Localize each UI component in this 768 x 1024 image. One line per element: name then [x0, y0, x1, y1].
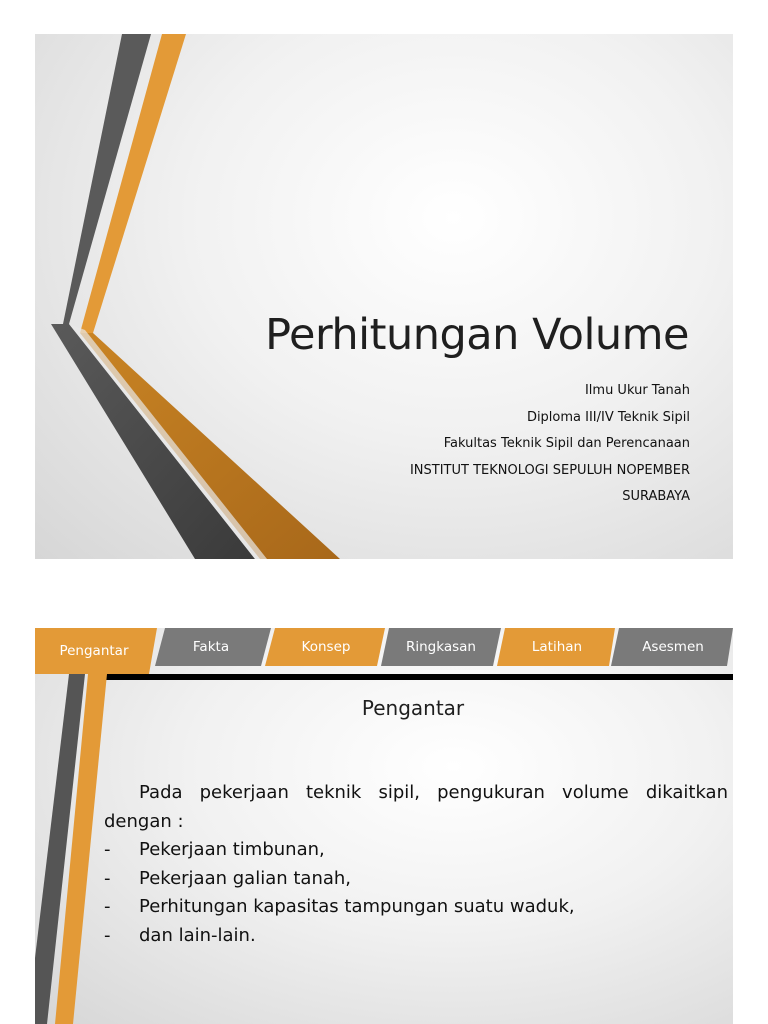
tab-fakta[interactable]: Fakta	[192, 639, 230, 655]
subtitle-city: SURABAYA	[622, 489, 690, 504]
tab-ringkasan[interactable]: Ringkasan	[406, 639, 476, 655]
section-title: Pengantar	[361, 696, 465, 720]
tab-latihan[interactable]: Latihan	[531, 639, 583, 655]
bullet-text-galian: Pekerjaan galian tanah,	[139, 867, 352, 889]
tab-konsep[interactable]: Konsep	[301, 639, 351, 655]
subtitle-institute: INSTITUT TEKNOLOGI SEPULUH NOPEMBER	[409, 462, 690, 478]
subtitle-course: Ilmu Ukur Tanah	[584, 383, 690, 398]
subtitle-block	[410, 378, 690, 511]
nav-tabs	[35, 628, 733, 674]
tab-asesmen[interactable]: Asesmen	[642, 639, 704, 655]
subtitle-faculty: Fakultas Teknik Sipil dan Perencanaan	[443, 436, 690, 451]
list-item	[104, 865, 728, 894]
list-item	[104, 836, 728, 865]
list-item	[104, 922, 728, 951]
list-item	[104, 893, 728, 922]
bullet-dash: -	[104, 924, 111, 946]
intro-paragraph: Pada pekerjaan teknik sipil, pengukuran volume dikaitkan dengan :	[104, 782, 728, 832]
bullet-dash: -	[104, 867, 111, 889]
subtitle-program: Diploma III/IV Teknik Sipil	[526, 409, 690, 425]
intro-body	[104, 779, 728, 950]
bullet-text-waduk: Perhitungan kapasitas tampungan suatu waduk,	[139, 896, 575, 917]
title-slide	[35, 34, 733, 559]
bullet-text-lainlain: dan lain-lain.	[139, 924, 256, 946]
presentation-title: Perhitungan Volume	[265, 310, 689, 360]
tab-pengantar[interactable]: Pengantar	[59, 643, 129, 659]
intro-slide	[35, 628, 733, 1024]
bullet-dash: -	[104, 839, 111, 860]
bullet-text-timbunan: Pekerjaan timbunan,	[139, 839, 325, 860]
bullet-dash: -	[104, 896, 111, 917]
